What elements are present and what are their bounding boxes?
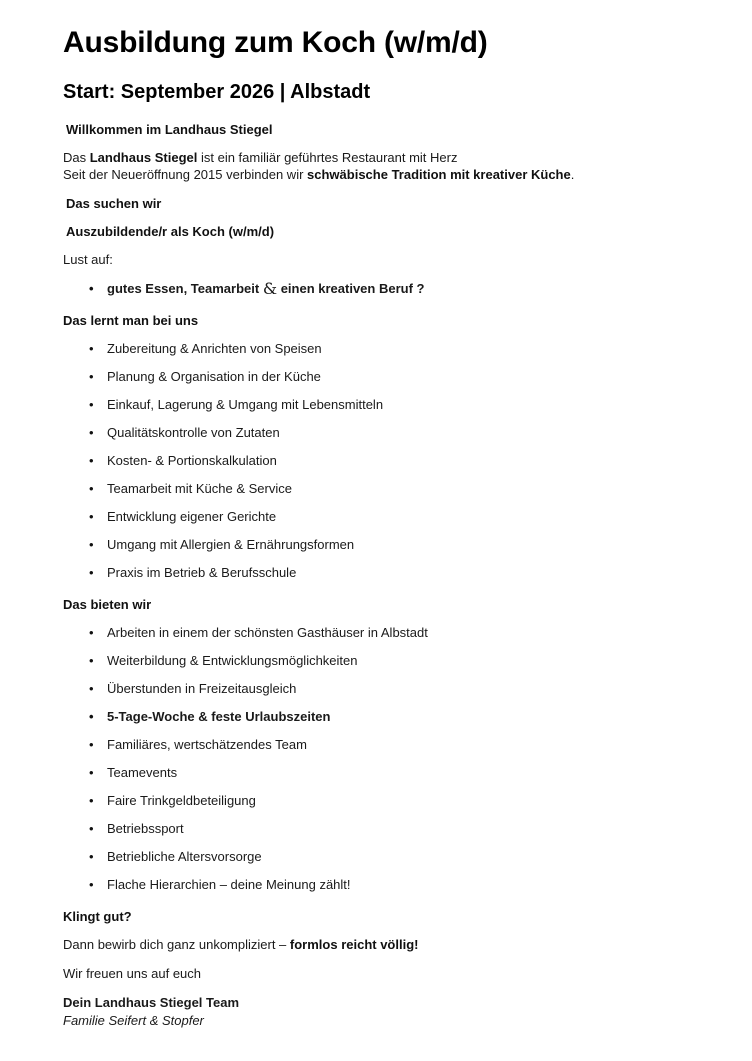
list-item-text: Umgang mit Allergien & Ernährungsformen [107, 537, 355, 552]
bullet-icon: • [89, 681, 94, 696]
bullet-icon: • [89, 653, 94, 668]
bullet-icon: • [89, 481, 94, 496]
seeking-bullet-list [63, 280, 694, 297]
list-item-text: gutes Essen, Teamarbeit [107, 281, 263, 296]
list-item [63, 708, 694, 725]
text-run: Seit der Neueröffnung 2015 verbinden wir [63, 167, 308, 182]
list-item-text: Arbeiten in einem der schönsten Gasthäuser in Albstadt [107, 625, 428, 640]
list-item-text: Teamevents [107, 765, 178, 780]
list-item-text: einen kreativen Beruf ? [277, 281, 425, 296]
family-name: Familie Seifert & Stopfer [63, 1013, 204, 1028]
bullet-icon: • [89, 849, 94, 864]
learn-heading: Das lernt man bei uns [63, 313, 199, 328]
bullet-icon: • [89, 737, 94, 752]
list-item-text: Kosten- & Portionskalkulation [107, 453, 277, 468]
list-item [63, 396, 694, 413]
bullet-icon: • [89, 341, 94, 356]
list-item [63, 508, 694, 525]
text-run: . [570, 167, 575, 182]
list-item-text: Überstunden in Freizeitausgleich [107, 681, 297, 696]
apply-paragraph [63, 936, 694, 953]
list-item [63, 564, 694, 581]
bullet-icon: • [89, 709, 94, 724]
text-run-bold: schwäbische Tradition mit kreativer Küche [307, 167, 571, 182]
position-heading: Auszubildende/r als Koch (w/m/d) [66, 224, 275, 239]
lead-text: Lust auf: [63, 252, 113, 267]
list-item [63, 424, 694, 441]
ampersand-glyph: & [262, 279, 278, 298]
list-item-text: Betriebliche Altersvorsorge [107, 849, 262, 864]
bullet-icon: • [89, 537, 94, 552]
list-item [63, 792, 694, 809]
list-item [63, 820, 694, 837]
list-item [63, 536, 694, 553]
offer-heading: Das bieten wir [63, 597, 152, 612]
list-item [63, 736, 694, 753]
welcome-heading: Willkommen im Landhaus Stiegel [66, 122, 273, 137]
bullet-icon: • [89, 397, 94, 412]
text-run: Dann bewirb dich ganz unkompliziert – [63, 937, 290, 952]
list-item [63, 680, 694, 697]
list-item-text: Familiäres, wertschätzendes Team [107, 737, 307, 752]
text-run: ist ein familiär geführtes Restaurant mit Herz [197, 150, 458, 165]
list-item [63, 764, 694, 781]
bullet-icon: • [89, 565, 94, 580]
bullet-icon: • [89, 625, 94, 640]
intro-paragraph [63, 149, 694, 183]
bullet-icon: • [89, 509, 94, 524]
list-item-text: Teamarbeit mit Küche & Service [107, 481, 292, 496]
list-item-text: Flache Hierarchien – deine Meinung zählt! [107, 877, 351, 892]
bullet-icon: • [89, 453, 94, 468]
list-item-text: Faire Trinkgeldbeteiligung [107, 793, 256, 808]
list-item-text: Betriebssport [107, 821, 184, 836]
list-item [63, 876, 694, 893]
list-item [63, 452, 694, 469]
bullet-icon: • [89, 877, 94, 892]
bullet-icon: • [89, 821, 94, 836]
bullet-icon: • [89, 369, 94, 384]
list-item [63, 624, 694, 641]
list-item-text: Planung & Organisation in der Küche [107, 369, 321, 384]
closing-heading: Klingt gut? [63, 909, 132, 924]
offer-list [63, 624, 694, 893]
bullet-icon: • [89, 425, 94, 440]
seeking-heading: Das suchen wir [66, 196, 162, 211]
list-item-text: Praxis im Betrieb & Berufsschule [107, 565, 297, 580]
bullet-icon: • [89, 281, 94, 296]
text-run-bold: formlos reicht völlig! [289, 937, 419, 952]
list-item [63, 652, 694, 669]
learn-list [63, 340, 694, 581]
farewell-text: Wir freuen uns auf euch [63, 966, 202, 981]
list-item [63, 848, 694, 865]
list-item-text: Weiterbildung & Entwicklungsmöglichkeiten [107, 653, 358, 668]
text-run-bold: Landhaus Stiegel [89, 150, 198, 165]
list-item-text: Qualitätskontrolle von Zutaten [107, 425, 280, 440]
list-item-text: Einkauf, Lagerung & Umgang mit Lebensmitteln [107, 397, 384, 412]
signature-block [63, 994, 694, 1030]
list-item [63, 340, 694, 357]
list-item [63, 368, 694, 385]
list-item [63, 280, 694, 297]
bullet-icon: • [89, 765, 94, 780]
list-item-text: Zubereitung & Anrichten von Speisen [107, 341, 322, 356]
page-title: Ausbildung zum Koch (w/m/d) [63, 26, 488, 59]
bullet-icon: • [89, 793, 94, 808]
team-name: Dein Landhaus Stiegel Team [63, 995, 240, 1010]
list-item-text: 5-Tage-Woche & feste Urlaubszeiten [107, 709, 331, 724]
page-subtitle: Start: September 2026 | Albstadt [63, 81, 371, 103]
list-item-text: Entwicklung eigener Gerichte [107, 509, 277, 524]
list-item [63, 480, 694, 497]
text-run: Das [63, 150, 90, 165]
